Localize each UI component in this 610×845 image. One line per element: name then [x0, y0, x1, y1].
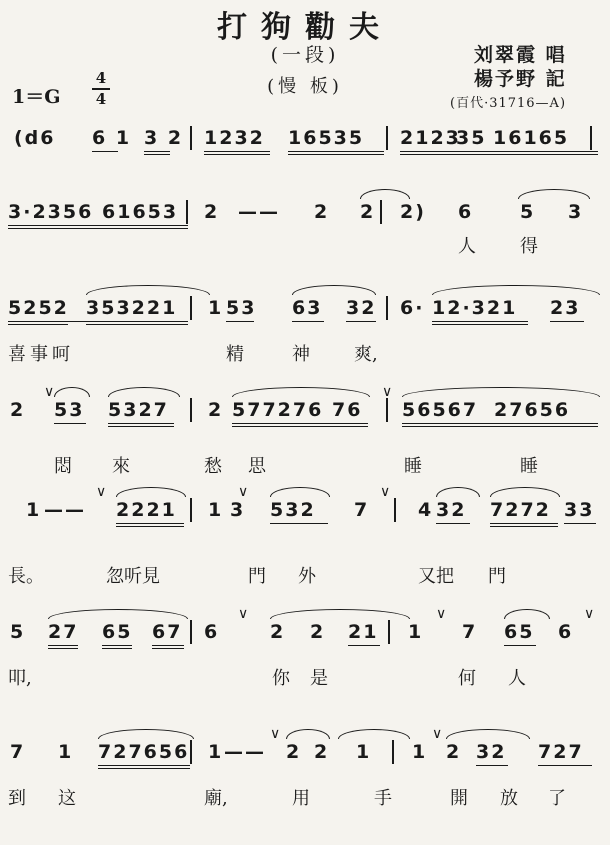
lyric-word: 悶: [54, 456, 72, 477]
note-group: 532: [270, 499, 316, 521]
slur-arc: [446, 729, 530, 739]
lyric-word: 这: [58, 788, 76, 809]
note-group: 65: [102, 621, 133, 643]
lyric-word: 思: [248, 456, 266, 477]
lyric-word: 你: [272, 668, 290, 689]
sixteenth-underline: [432, 324, 528, 325]
eighth-underline: [116, 523, 184, 524]
lyrics-row-3: [8, 340, 598, 364]
lyrics-row-7: [8, 784, 598, 808]
singer-credit: 刘翠霞 唱: [474, 44, 567, 66]
sixteenth-underline: [288, 154, 384, 155]
note-group: 1232: [204, 127, 265, 149]
lyric-word: 神: [292, 344, 310, 365]
note-group: 2: [270, 621, 286, 643]
note-group: 27: [48, 621, 79, 643]
eighth-underline: [204, 151, 270, 152]
note-group: 2: [314, 741, 330, 763]
note-group: 53: [54, 399, 85, 421]
bar-line: [392, 740, 394, 764]
lyric-word: 人: [508, 668, 526, 689]
note-group: 727: [538, 741, 584, 763]
note-group: 3: [568, 201, 584, 223]
note-group: 32: [436, 499, 467, 521]
slur-arc: [98, 729, 194, 739]
time-signature: [92, 70, 110, 108]
slur-arc: [402, 387, 600, 397]
note-group: 5: [520, 201, 536, 223]
note-group: 6: [558, 621, 574, 643]
bar-line: [380, 200, 382, 224]
bar-line: [590, 126, 592, 150]
breath-mark: ∨: [238, 606, 249, 622]
bar-line: [386, 398, 388, 422]
lyric-word: 愁: [204, 456, 222, 477]
eighth-underline: [226, 321, 254, 322]
lyric-word: 手: [374, 788, 392, 809]
slur-arc: [48, 609, 188, 619]
sixteenth-underline: [102, 648, 132, 649]
lyric-word: 得: [520, 236, 538, 257]
eighth-underline: [48, 645, 78, 646]
sixteenth-underline: [108, 426, 174, 427]
bar-line: [190, 620, 192, 644]
note-group: 727656: [98, 741, 190, 763]
note-group: 6 1: [92, 127, 132, 149]
lyrics-row-6: [8, 664, 598, 688]
note-group: 7: [10, 741, 26, 763]
eighth-underline: [476, 765, 508, 766]
eighth-underline: [232, 423, 368, 424]
note-group: (d6: [14, 127, 56, 149]
meter-bottom: 4: [95, 90, 107, 108]
lyric-word: 來: [112, 456, 130, 477]
note-group: 2: [446, 741, 462, 763]
bar-line: [386, 296, 388, 320]
note-group: ——: [224, 741, 266, 763]
score-row-5: [8, 484, 598, 524]
slur-arc: [286, 729, 330, 739]
slur-arc: [270, 487, 330, 497]
note-group: ——: [238, 201, 280, 223]
key-signature: 1＝G: [12, 86, 61, 108]
eighth-underline: [432, 321, 528, 322]
lyric-word: 門: [488, 566, 506, 587]
note-group: 16535: [288, 127, 365, 149]
note-group: 35: [456, 127, 487, 149]
lyric-word: 又把: [418, 566, 454, 587]
bar-line: [190, 126, 192, 150]
lyric-word: 是: [310, 668, 328, 689]
tempo-label: (慢 板): [267, 76, 343, 97]
note-group: 1: [356, 741, 372, 763]
score-row-4: [8, 384, 598, 424]
lyric-word: 到: [8, 788, 26, 809]
note-group: 2: [314, 201, 330, 223]
sixteenth-underline: [48, 648, 78, 649]
note-group: 23: [550, 297, 581, 319]
note-group: 3: [230, 499, 246, 521]
note-group: 2123: [400, 127, 461, 149]
breath-mark: ∨: [436, 606, 447, 622]
sixteenth-underline: [152, 648, 184, 649]
note-group: 27656: [494, 399, 571, 421]
note-group: 3·2356: [8, 201, 94, 223]
breath-mark: ∨: [380, 484, 391, 500]
note-group: 32: [346, 297, 377, 319]
note-group: 16165: [493, 127, 570, 149]
sixteenth-underline: [402, 426, 598, 427]
note-group: 2: [286, 741, 302, 763]
eighth-underline: [292, 321, 324, 322]
eighth-underline: [152, 645, 184, 646]
bar-line: [190, 740, 192, 764]
lyric-word: 呵: [52, 344, 70, 365]
note-group: 577276: [232, 399, 324, 421]
eighth-underline: [54, 423, 86, 424]
lyric-word: 睡: [520, 456, 538, 477]
lyric-word: 精: [226, 344, 244, 365]
breath-mark: ∨: [270, 726, 281, 742]
lyric-word: 放: [500, 788, 518, 809]
eighth-underline: [108, 423, 174, 424]
lyrics-row-4: [8, 452, 598, 476]
bar-line: [388, 620, 390, 644]
sixteenth-underline: [98, 768, 190, 769]
score-row-2: [8, 200, 598, 226]
eighth-underline: [270, 523, 328, 524]
eighth-underline: [102, 645, 132, 646]
note-group: 67: [152, 621, 183, 643]
lyric-word: 廟,: [204, 788, 228, 809]
eighth-underline: [348, 645, 380, 646]
note-group: 5252: [8, 297, 69, 319]
slur-arc: [86, 285, 210, 295]
note-group: 2: [204, 201, 220, 223]
note-group: 65: [504, 621, 535, 643]
note-group: 1: [26, 499, 42, 521]
meter-top: 4: [95, 69, 107, 87]
lyric-word: 喜: [8, 344, 26, 365]
eighth-underline: [8, 321, 188, 322]
note-group: 21: [348, 621, 379, 643]
slur-arc: [232, 387, 370, 397]
note-group: 53: [226, 297, 257, 319]
sixteenth-underline: [490, 526, 558, 527]
score-row-3: [8, 296, 598, 322]
recorder-credit: 楊予野 記: [474, 68, 567, 90]
lyric-word: 叩,: [8, 668, 32, 689]
note-group: 61653: [102, 201, 179, 223]
sixteenth-underline: [8, 324, 68, 325]
note-group: 6·: [400, 297, 425, 319]
lyric-word: 門: [248, 566, 266, 587]
note-group: 1: [208, 297, 224, 319]
note-group: 7: [354, 499, 370, 521]
lyric-word: 何: [458, 668, 476, 689]
note-group: 32: [476, 741, 507, 763]
bar-line: [190, 498, 192, 522]
sixteenth-underline: [8, 228, 188, 229]
note-group: 1: [408, 621, 424, 643]
bar-line: [190, 296, 192, 320]
slur-arc: [490, 487, 560, 497]
slur-arc: [338, 729, 410, 739]
lyrics-row-5: [8, 562, 598, 586]
note-group: 353221: [86, 297, 178, 319]
lyric-word: 事: [30, 344, 48, 365]
lyric-word: 人: [458, 236, 476, 257]
note-group: 7: [462, 621, 478, 643]
eighth-underline: [346, 321, 376, 322]
note-group: 2: [360, 201, 376, 223]
note-group: 2: [208, 399, 224, 421]
slur-arc: [432, 285, 600, 295]
note-group: 63: [292, 297, 323, 319]
slur-arc: [518, 189, 590, 199]
section-label: (一段): [270, 44, 340, 66]
note-group: 3 2: [144, 127, 184, 149]
slur-arc: [360, 189, 410, 199]
slur-arc: [292, 285, 376, 295]
lyric-word: 外: [298, 566, 316, 587]
eighth-underline: [504, 645, 536, 646]
eighth-underline: [550, 321, 584, 322]
breath-mark: ∨: [44, 384, 55, 400]
note-group: 7272: [490, 499, 551, 521]
sixteenth-underline: [144, 154, 170, 155]
eighth-underline: [288, 151, 384, 152]
lyric-word: 睡: [404, 456, 422, 477]
sixteenth-underline: [86, 324, 188, 325]
note-group: 76: [332, 399, 363, 421]
eighth-underline: [436, 523, 470, 524]
eighth-underline: [144, 151, 170, 152]
eighth-underline: [8, 225, 188, 226]
slur-arc: [270, 609, 410, 619]
note-group: 5: [10, 621, 26, 643]
breath-mark: ∨: [238, 484, 249, 500]
breath-mark: ∨: [584, 606, 595, 622]
eighth-underline: [538, 765, 592, 766]
note-group: 1: [58, 741, 74, 763]
record-number: (百代·31716—A): [450, 96, 567, 111]
slur-arc: [436, 487, 480, 497]
lyric-word: 長。: [8, 566, 44, 587]
eighth-underline: [490, 523, 558, 524]
sixteenth-underline: [400, 154, 598, 155]
lyrics-row-2: [8, 232, 598, 256]
note-group: 1: [412, 741, 428, 763]
note-group: 6: [458, 201, 474, 223]
eighth-underline: [400, 151, 598, 152]
note-group: 4: [418, 499, 434, 521]
score-row-7: [8, 726, 598, 766]
score-row-1: [8, 126, 598, 152]
note-group: 1: [208, 741, 224, 763]
breath-mark: ∨: [382, 384, 393, 400]
breath-mark: ∨: [96, 484, 107, 500]
note-group: ——: [44, 499, 86, 521]
note-group: 1: [208, 499, 224, 521]
sixteenth-underline: [232, 426, 368, 427]
lyric-word: 忽听見: [106, 566, 160, 587]
lyric-word: 爽,: [354, 344, 378, 365]
slur-arc: [54, 387, 90, 397]
sixteenth-underline: [204, 154, 270, 155]
breath-mark: ∨: [432, 726, 443, 742]
song-title: 打狗勸夫: [217, 10, 393, 45]
lyric-word: 開: [450, 788, 468, 809]
note-group: 2): [400, 201, 426, 223]
slur-arc: [116, 487, 186, 497]
eighth-underline: [92, 151, 118, 152]
score-row-6: [8, 606, 598, 646]
eighth-underline: [98, 765, 190, 766]
note-group: 2221: [116, 499, 177, 521]
note-group: 2: [10, 399, 26, 421]
slur-arc: [504, 609, 550, 619]
lyric-word: 了: [548, 788, 566, 809]
eighth-underline: [564, 523, 596, 524]
slur-arc: [108, 387, 180, 397]
bar-line: [186, 200, 188, 224]
note-group: 56567: [402, 399, 479, 421]
bar-line: [386, 126, 388, 150]
bar-line: [190, 398, 192, 422]
sixteenth-underline: [116, 526, 184, 527]
note-group: 6: [204, 621, 220, 643]
note-group: 5327: [108, 399, 169, 421]
note-group: 33: [564, 499, 595, 521]
note-group: 2: [310, 621, 326, 643]
lyric-word: 用: [292, 788, 310, 809]
note-group: 12·321: [432, 297, 518, 319]
eighth-underline: [402, 423, 598, 424]
bar-line: [394, 498, 396, 522]
